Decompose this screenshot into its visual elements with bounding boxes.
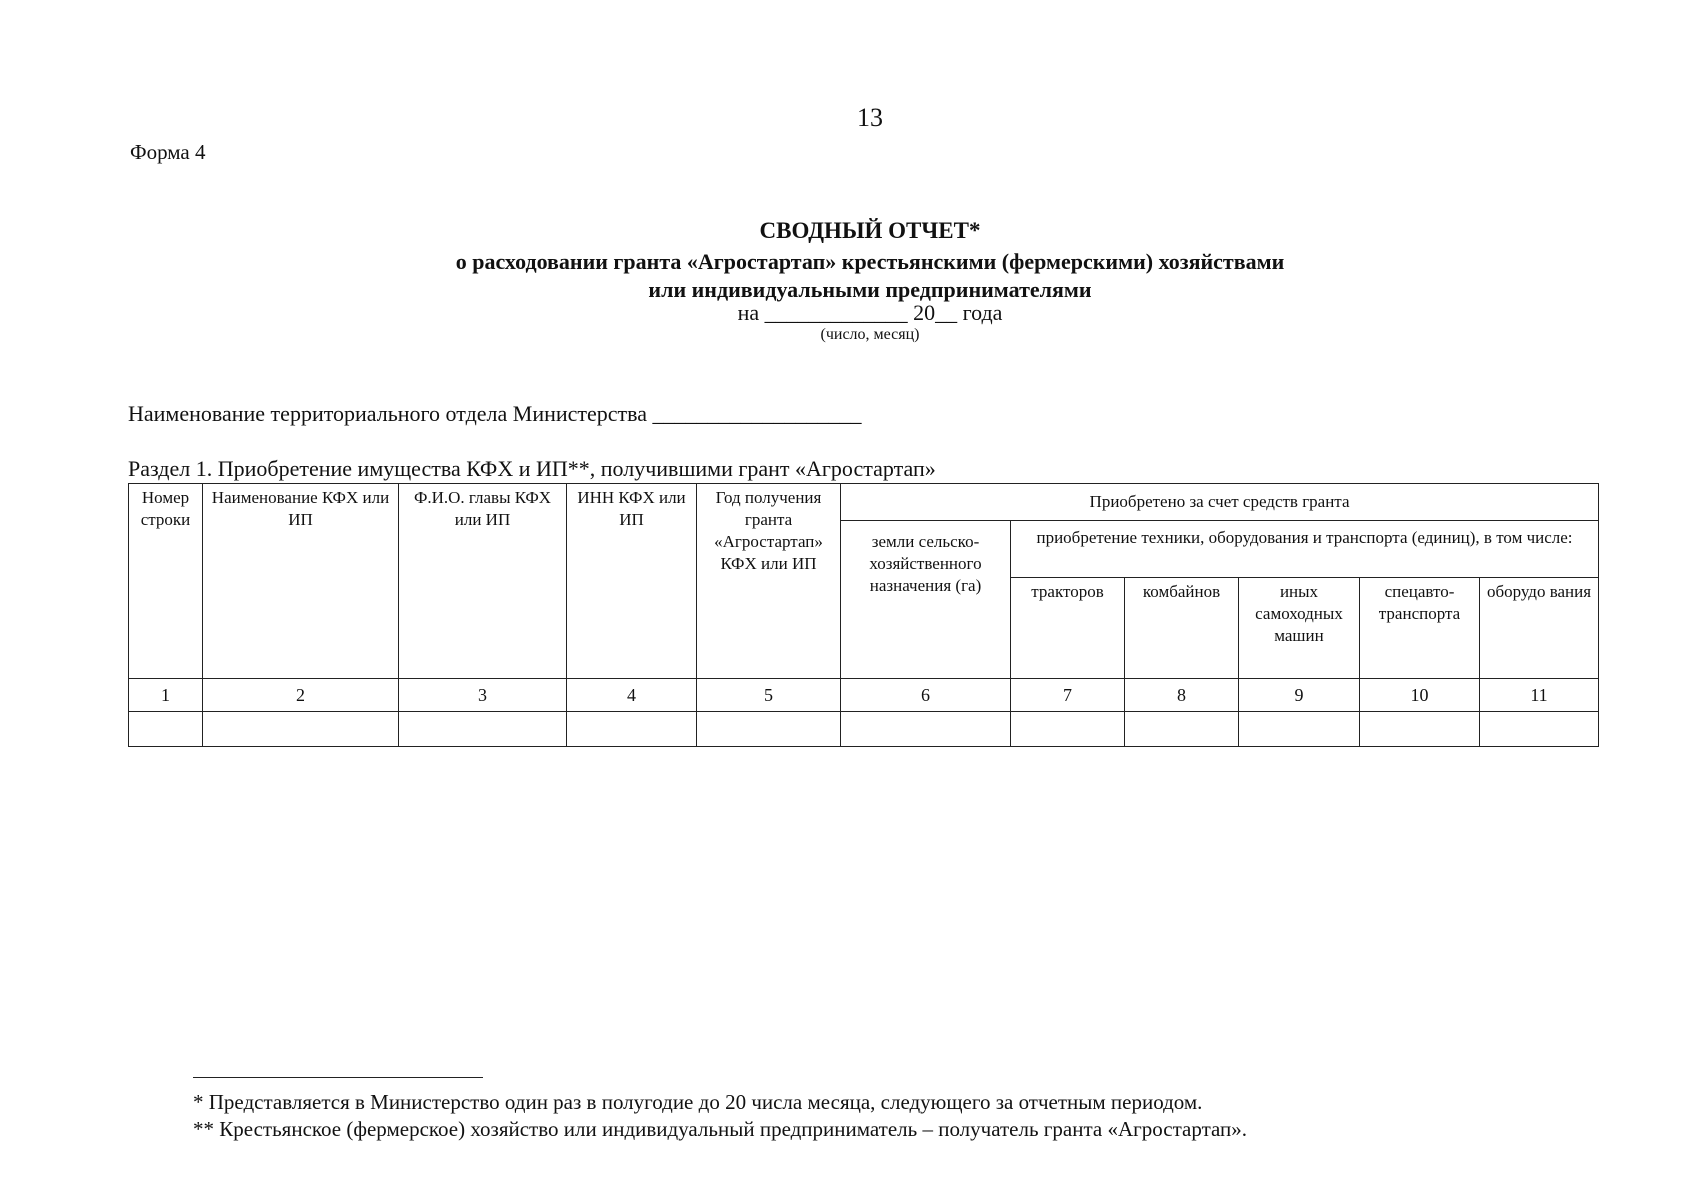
header-equipment-group: приобретение техники, оборудования и транспорта (единиц), в том числе:	[1011, 521, 1599, 578]
column-number: 7	[1011, 679, 1125, 712]
footnote-1: * Представляется в Министерство один раз в полугодие до 20 числа месяца, следующего за отчетным периодом.	[193, 1090, 1203, 1114]
table-cell	[129, 712, 203, 747]
report-date-line: на _____________ 20__ года	[737, 300, 1003, 325]
table-cell	[841, 712, 1011, 747]
table-cell	[1125, 712, 1239, 747]
footnote-divider	[193, 1077, 483, 1078]
table-cell	[567, 712, 697, 747]
header-acquired-group: Приобретено за счет средств гранта	[841, 484, 1599, 521]
column-number: 2	[203, 679, 399, 712]
section-caption: Раздел 1. Приобретение имущества КФХ и ИП**, получившими грант «Агростартап»	[128, 456, 936, 481]
table-cell	[1480, 712, 1599, 747]
report-table	[128, 483, 1599, 747]
table-cell	[1360, 712, 1480, 747]
footnote-2: ** Крестьянское (фермерское) хозяйство или индивидуальный предприниматель – получатель гранта «Агростартап».	[193, 1117, 1248, 1141]
report-date-hint: (число, месяц)	[820, 326, 920, 343]
column-number: 5	[697, 679, 841, 712]
table-row	[129, 712, 1599, 747]
column-number: 6	[841, 679, 1011, 712]
header-equipment: оборудо вания	[1480, 578, 1599, 679]
column-number: 11	[1480, 679, 1599, 712]
page-number: 13	[857, 103, 883, 132]
header-row-number: Номер строки	[129, 484, 203, 679]
column-number: 1	[129, 679, 203, 712]
header-name: Наименование КФХ или ИП	[203, 484, 399, 679]
column-number-row	[129, 679, 1599, 712]
report-subtitle-line2: или индивидуальными предпринимателями	[648, 277, 1092, 302]
column-number: 9	[1239, 679, 1360, 712]
form-label: Форма 4	[130, 140, 206, 164]
header-combines: комбайнов	[1125, 578, 1239, 679]
report-subtitle-line1: о расходовании гранта «Агростартап» крестьянскими (фермерскими) хозяйствами	[455, 249, 1285, 274]
column-number: 8	[1125, 679, 1239, 712]
table-cell	[203, 712, 399, 747]
table-cell	[1239, 712, 1360, 747]
column-number: 10	[1360, 679, 1480, 712]
column-number: 3	[399, 679, 567, 712]
header-head-name: Ф.И.О. главы КФХ или ИП	[399, 484, 567, 679]
table-cell	[1011, 712, 1125, 747]
column-number: 4	[567, 679, 697, 712]
header-other-machines: иных самоходных машин	[1239, 578, 1360, 679]
report-title: СВОДНЫЙ ОТЧЕТ*	[759, 218, 981, 243]
department-name-line: Наименование территориального отдела Министерства ___________________	[128, 401, 862, 426]
table-cell	[399, 712, 567, 747]
header-land: земли сельско-хозяйственного назначения (га)	[841, 521, 1011, 679]
header-special-transport: спецавто-транспорта	[1360, 578, 1480, 679]
header-grant-year: Год получения гранта «Агростартап» КФХ или ИП	[697, 484, 841, 679]
header-tractors: тракторов	[1011, 578, 1125, 679]
table-cell	[697, 712, 841, 747]
header-inn: ИНН КФХ или ИП	[567, 484, 697, 679]
